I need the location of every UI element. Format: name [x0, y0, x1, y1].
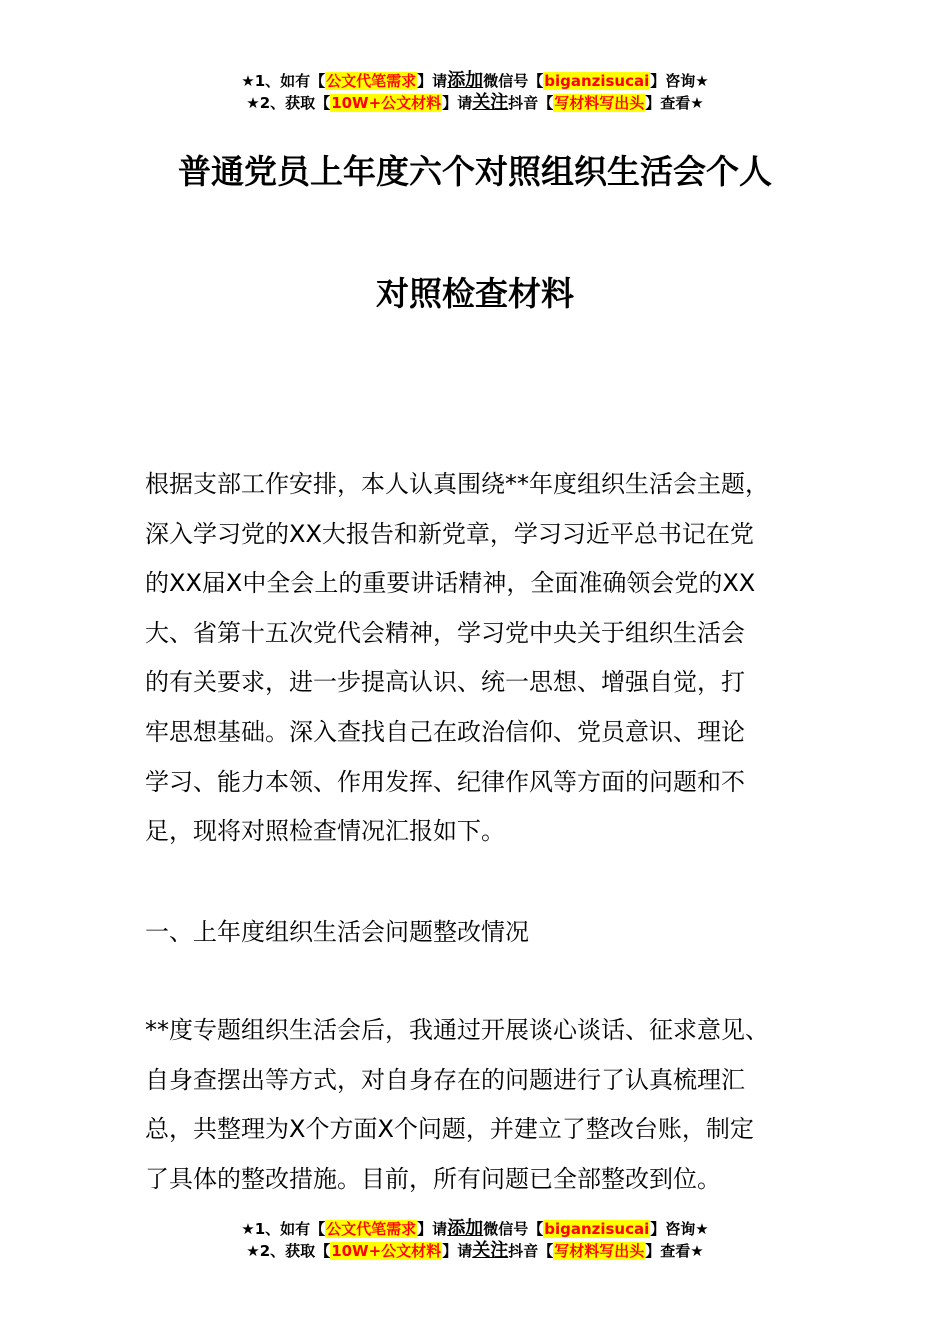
promo-emphasis: 关注 [472, 92, 509, 113]
promo-text: ★1、如有【 [241, 72, 326, 90]
paragraph-line: 足，现将对照检查情况汇报如下。 [145, 817, 505, 846]
paragraph-line: 深入学习党的XX大报告和新党章，学习习近平总书记在党 [145, 519, 754, 548]
body-paragraph-1 [145, 460, 845, 857]
promo-text: 抖音【 [508, 1242, 554, 1260]
promo-emphasis: 关注 [472, 1240, 509, 1261]
promo-emphasis: 添加 [447, 1218, 484, 1239]
promo-line-1 [0, 1218, 950, 1240]
paragraph-line: 的有关要求，进一步提高认识、统一思想、增强自觉，打 [145, 668, 745, 697]
promo-text: 】查看★ [645, 1242, 704, 1260]
paragraph-line: 大、省第十五次党代会精神，学习党中央关于组织生活会 [145, 618, 745, 647]
promo-text: ★2、获取【 [246, 94, 331, 112]
promo-highlight: 写材料写出头 [554, 94, 645, 112]
paragraph-line: 的XX届X中全会上的重要讲话精神，全面准确领会党的XX [145, 569, 756, 598]
promo-text: ★1、如有【 [241, 1220, 326, 1238]
promo-banner-top [0, 70, 950, 114]
promo-text: 】查看★ [645, 94, 704, 112]
promo-highlight: 公文代笔需求 [326, 72, 417, 90]
promo-highlight: 10W+公文材料 [331, 94, 442, 112]
promo-text: 抖音【 [508, 94, 554, 112]
document-title-line-1: 普通党员上年度六个对照组织生活会个人 [178, 152, 772, 191]
promo-highlight: 公文代笔需求 [326, 1220, 417, 1238]
promo-highlight: biganzisucai [544, 72, 650, 90]
promo-emphasis: 添加 [447, 70, 484, 91]
promo-text: 】请 [417, 72, 448, 90]
promo-text: 】请 [442, 94, 473, 112]
promo-text: 】咨询★ [650, 72, 709, 90]
paragraph-line: 了具体的整改措施。目前，所有问题已全部整改到位。 [145, 1164, 721, 1193]
promo-text: 微信号【 [483, 72, 544, 90]
promo-text: 微信号【 [483, 1220, 544, 1238]
paragraph-line: 牢思想基础。深入查找自己在政治信仰、党员意识、理论 [145, 717, 745, 746]
promo-line-2 [0, 1240, 950, 1262]
promo-text: 】咨询★ [650, 1220, 709, 1238]
document-title-line-2: 对照检查材料 [376, 274, 574, 313]
section-heading-1: 一、上年度组织生活会问题整改情况 [145, 918, 529, 946]
paragraph-line: 学习、能力本领、作用发挥、纪律作风等方面的问题和不 [145, 767, 745, 796]
body-paragraph-2 [145, 1006, 845, 1204]
promo-text: 】请 [417, 1220, 448, 1238]
promo-banner-bottom [0, 1218, 950, 1262]
paragraph-line: 自身查摆出等方式，对自身存在的问题进行了认真梳理汇 [145, 1065, 745, 1094]
promo-text: 】请 [442, 1242, 473, 1260]
promo-text: ★2、获取【 [246, 1242, 331, 1260]
paragraph-line: 总，共整理为X个方面X个问题，并建立了整改台账，制定 [145, 1115, 754, 1144]
paragraph-line: 根据支部工作安排，本人认真围绕**年度组织生活会主题， [145, 470, 769, 498]
promo-line-1 [0, 70, 950, 92]
promo-highlight: 10W+公文材料 [331, 1242, 442, 1260]
promo-highlight: 写材料写出头 [554, 1242, 645, 1260]
paragraph-line: **度专题组织生活会后，我通过开展谈心谈话、征求意见、 [145, 1016, 769, 1044]
promo-line-2 [0, 92, 950, 114]
promo-highlight: biganzisucai [544, 1220, 650, 1238]
